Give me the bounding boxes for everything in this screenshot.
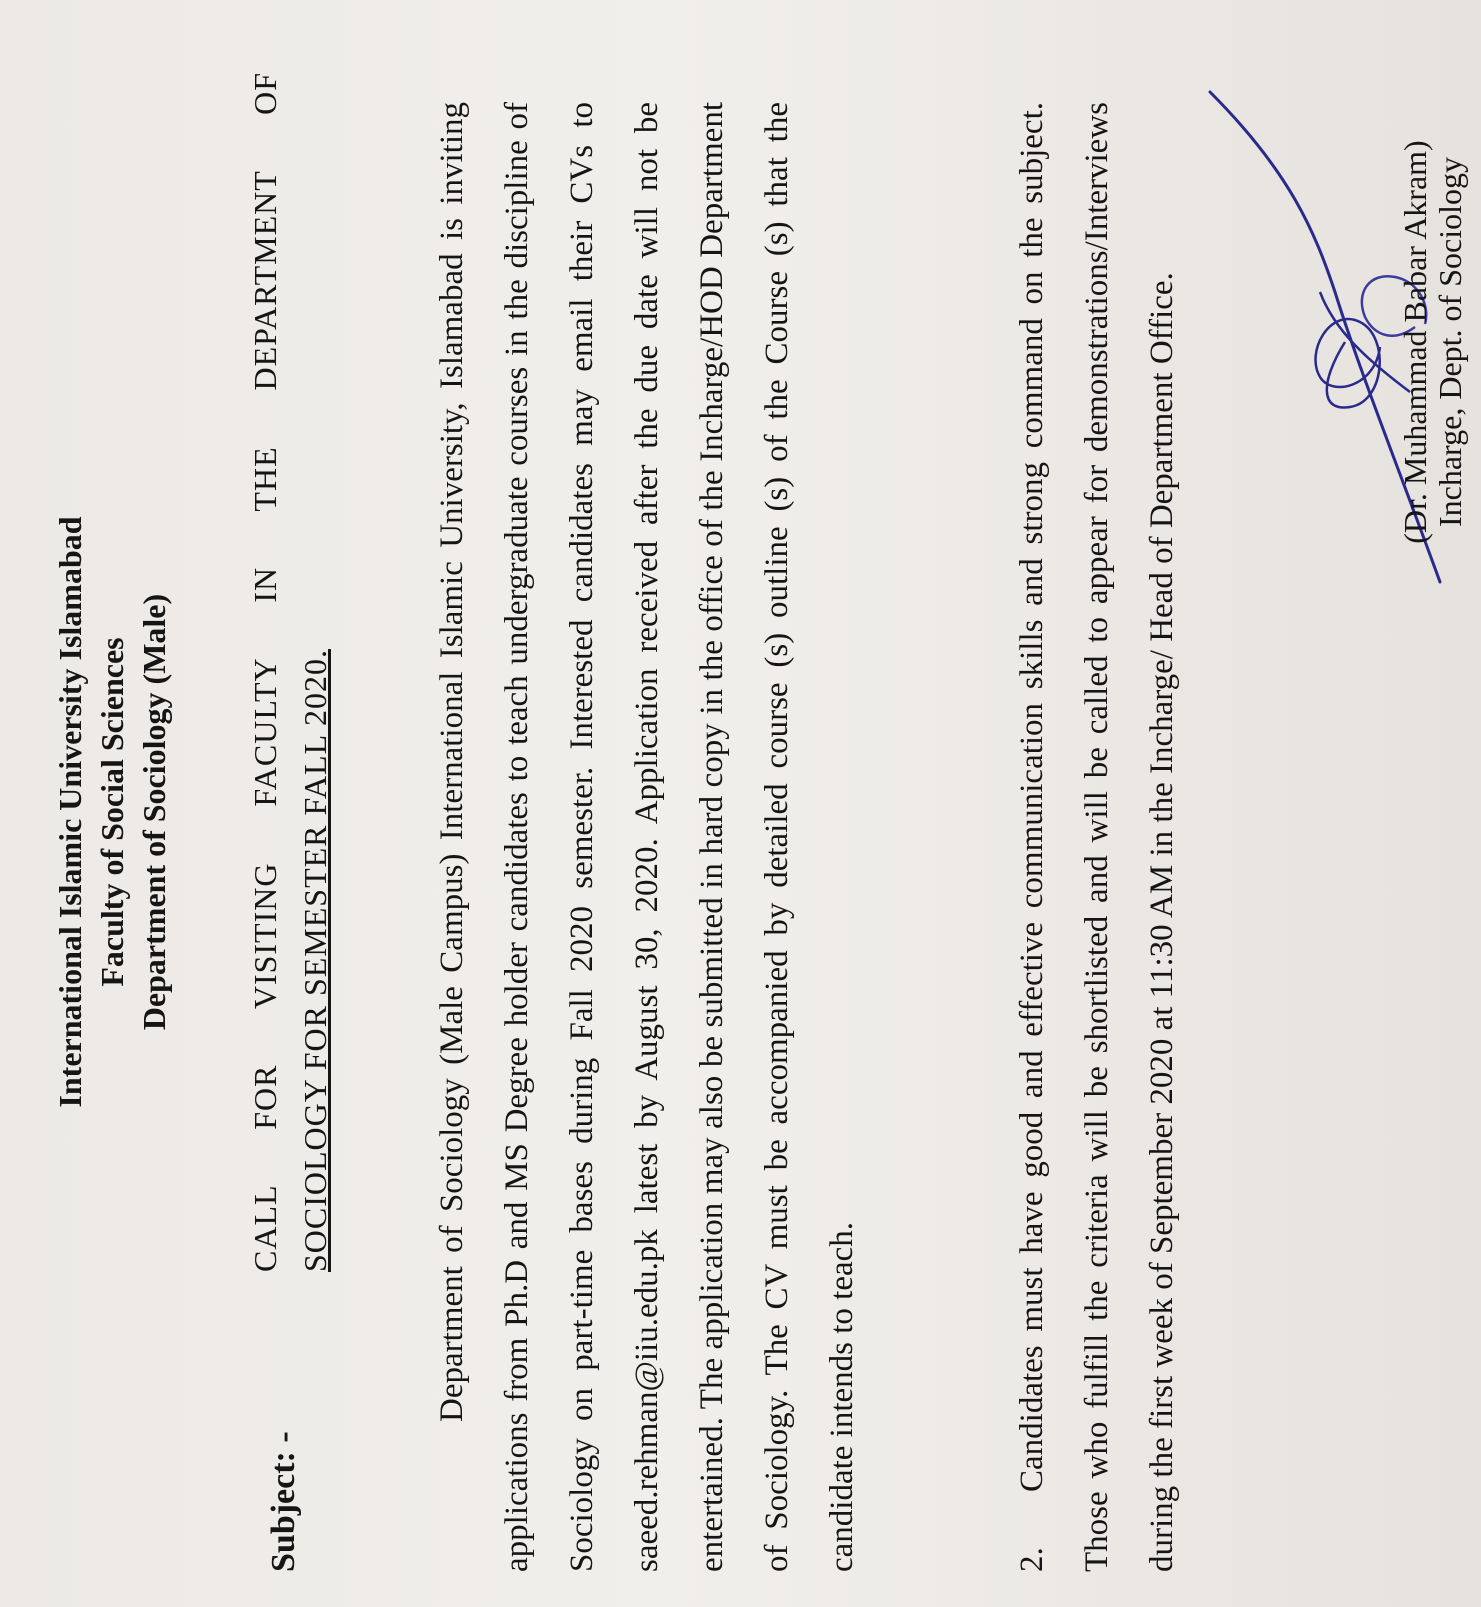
faculty-name: Faculty of Social Sciences (94, 637, 130, 987)
subject-label: Subject: - (265, 1431, 302, 1572)
rotated-letter (20, 32, 1468, 1592)
department-name: Department of Sociology (Male) (136, 593, 172, 1031)
paragraph-2-text: Candidates must have good and effective communication skills and strong command on the subject. Those who fulfill the criteria will be shortlisted and will be called to appear for demonstrations/Interviews during the first week of September 2020 at 11:30 AM in the Incharge/ Head of Department Office. (1014, 102, 1180, 1572)
subject-line-2: SOCIOLOGY FOR SEMESTER FALL 2020. (297, 649, 333, 1272)
subject-line-1: CALL FOR VISITING FACULTY IN THE DEPARTMENT OF (247, 72, 283, 1272)
paragraph-number: 2. (1014, 1547, 1050, 1572)
university-name: International Islamic University Islamabad (52, 516, 88, 1108)
subject-text (240, 72, 340, 1272)
signatory-title: Incharge, Dept. of Sociology (1432, 157, 1468, 527)
body-paragraph-1: Department of Sociology (Male Campus) International Islamic University, Islamabad is inviting applications from Ph.D and MS Degree holder candidates to teach undergraduate courses in the discipline of Sociology on part-time bases during Fall 2020 semester. Interested candidates may email their CVs to saeed.rehman@iiu.edu.pk latest by August 30, 2020. Application received after the due date will not be entertained. The application may also be submitted in hard copy in the office of the Incharge/HOD Department of Sociology. The CV must be accompanied by detailed course (s) outline (s) of the Course (s) that the candidate intends to teach. (434, 102, 860, 1572)
body-paragraph-2 (1000, 102, 1195, 1572)
signatory-name: (Dr. Muhammad Babar Akram) (1397, 140, 1433, 544)
